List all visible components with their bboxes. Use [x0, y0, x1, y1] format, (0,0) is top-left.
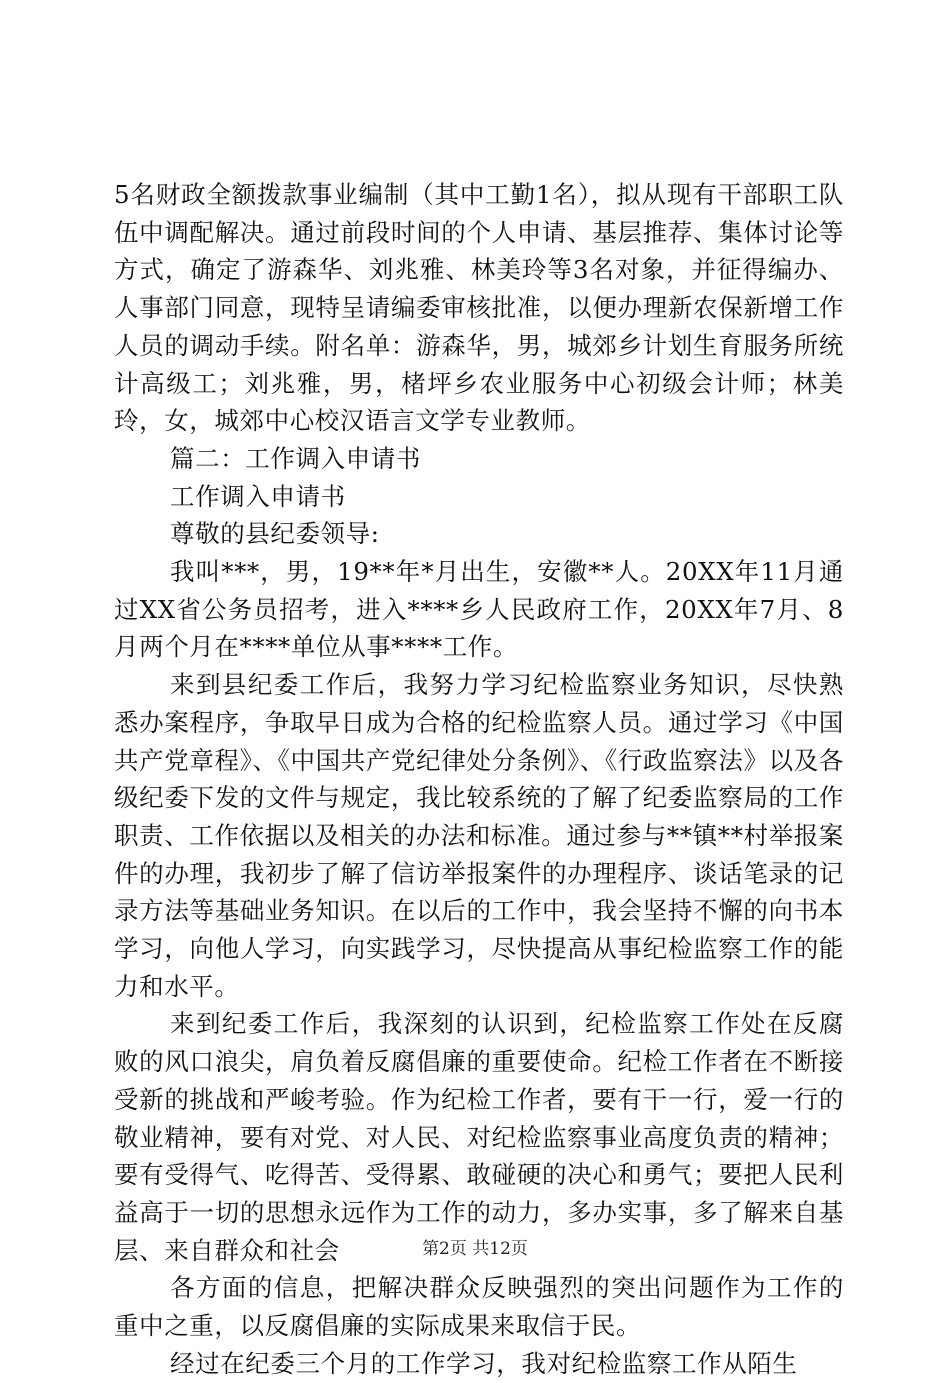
- document-title: 工作调入申请书: [170, 481, 346, 511]
- document-body: [114, 176, 844, 1383]
- page-footer: 第2页 共12页: [422, 1239, 528, 1259]
- paragraph-self-introduction: 我叫***，男，19**年*月出生，安徽**人。20XX年11月通过XX省公务员招考，进入****乡人民政府工作，20XX年7月、8月两个月在****单位从事****工作。: [114, 557, 844, 662]
- paragraph-understanding: 来到纪委工作后，我深刻的认识到，纪检监察工作处在反腐败的风口浪尖，肩负着反腐倡廉的重要使命。纪检工作者在不断接受新的挑战和严峻考验。作为纪检工作者，要有干一行，爱一行的敬业精神，要有对党、对人民、对纪检监察事业高度负责的精神；要有受得气、吃得苦、受得累、敢碰硬的决心和勇气；要把人民利益高于一切的思想永远作为工作的动力，多办实事，多了解来自基层、来自群众和社会: [114, 1009, 844, 1265]
- section-heading: 篇二：工作调入申请书: [170, 443, 421, 473]
- paragraph-conclusion: 经过在纪委三个月的工作学习，我对纪检监察工作从陌生: [170, 1348, 798, 1378]
- salutation: 尊敬的县纪委领导:: [170, 519, 380, 549]
- paragraph-information: 各方面的信息，把解决群众反映强烈的突出问题作为工作的重中之重，以反腐倡廉的实际成果来取信于民。: [114, 1273, 844, 1341]
- paragraph-staffing-request: 5名财政全额拨款事业编制（其中工勤1名），拟从现有干部职工队伍中调配解决。通过前段时间的个人申请、基层推荐、集体讨论等方式，确定了游森华、刘兆雅、林美玲等3名对象，并征得编办、人事部门同意，现特呈请编委审核批准，以便办理新农保新增工作人员的调动手续。附名单：游森华，男，城郊乡计划生育服务所统计高级工；刘兆雅，男，楮坪乡农业服务中心初级会计师；林美玲，女，城郊中心校汉语言文学专业教师。: [114, 180, 844, 436]
- paragraph-learning: 来到县纪委工作后，我努力学习纪检监察业务知识，尽快熟悉办案程序，争取早日成为合格的纪检监察人员。通过学习《中国共产党章程》、《中国共产党纪律处分条例》、《行政监察法》以及各级纪委下发的文件与规定，我比较系统的了解了纪委监察局的工作职责、工作依据以及相关的办法和标准。通过参与**镇**村举报案件的办理，我初步了解了信访举报案件的办理程序、谈话笔录的记录方法等基础业务知识。在以后的工作中，我会坚持不懈的向书本学习，向他人学习，向实践学习，尽快提高从事纪检监察工作的能力和水平。: [114, 670, 844, 1001]
